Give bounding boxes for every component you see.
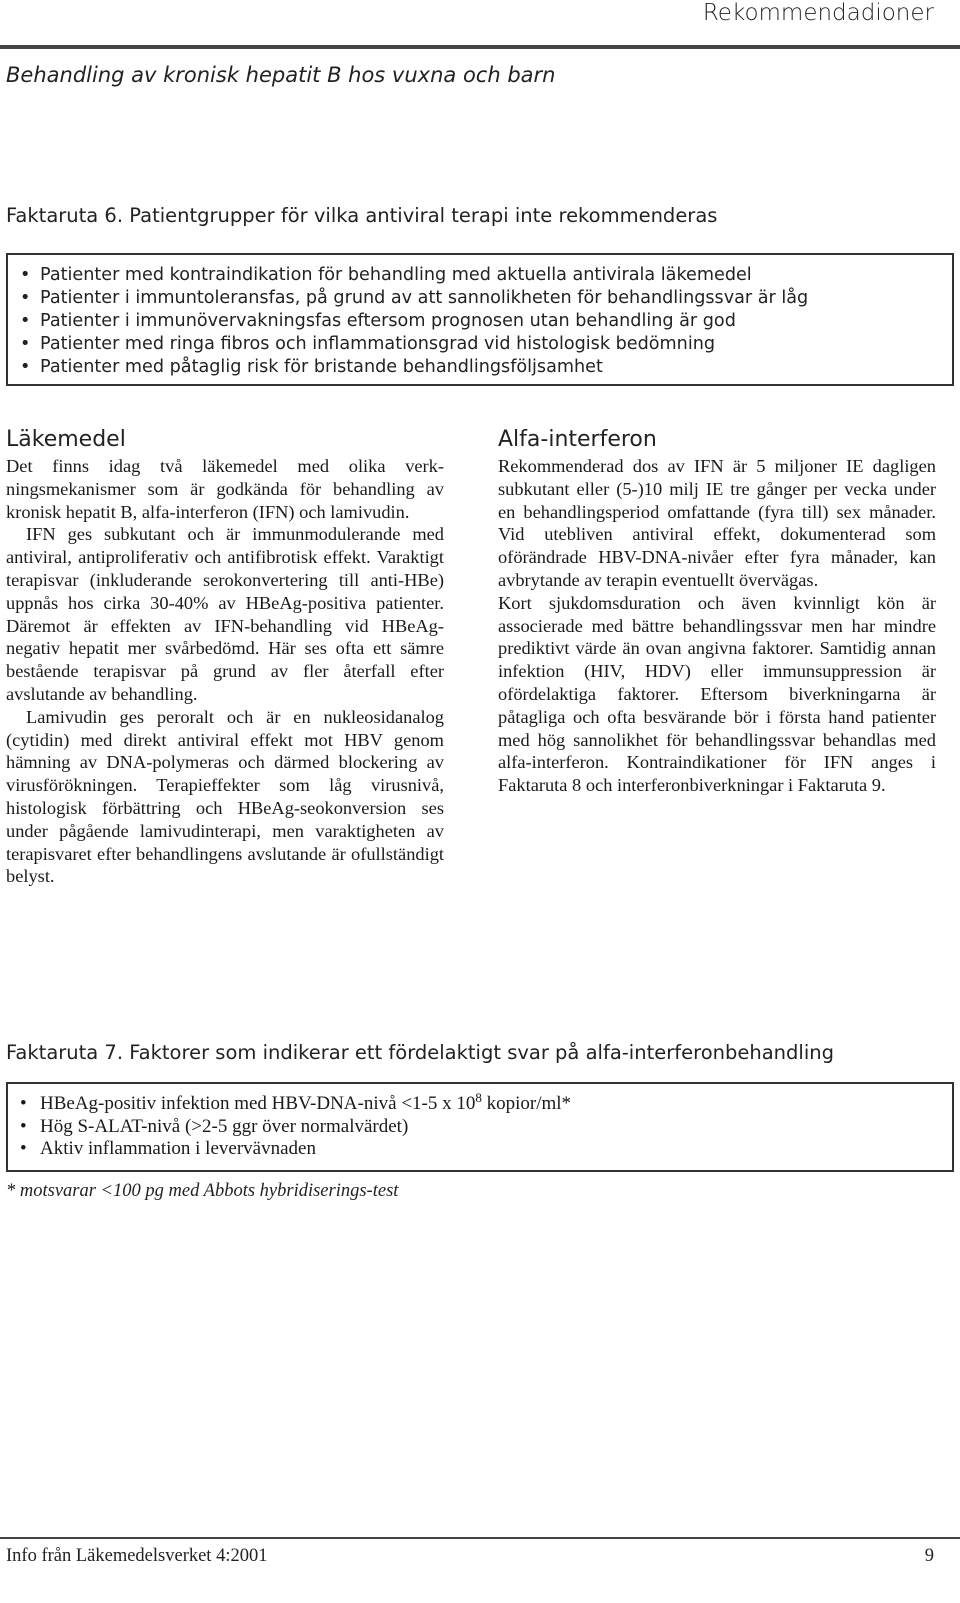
paragraph: Rekommenderad dos av IFN är 5 miljoner IE dagligen subkutant eller (5-)10 milj IE tre gånger per vecka under en behandlingsperiod omfattande (fyra till) sex månader. Vid utebliven antiviral effekt, dokumenterad som oförändrade HBV-DNA-nivåer efter fyra månader, kan avbrytande av terapin eventuellt övervägas.	[498, 456, 936, 590]
list-item	[8, 356, 952, 379]
faktaruta-6-box	[6, 253, 954, 386]
document-subtitle: Behandling av kronisk hepatit B hos vuxna och barn	[6, 63, 556, 87]
list-item-text: Patienter i immunövervakningsfas eftersom prognosen utan behandling är god	[40, 311, 736, 331]
list-item-text: kopior/ml*	[481, 1093, 572, 1114]
footer-source: Info från Läkemedelsverket 4:2001	[6, 1546, 268, 1566]
bullet-icon: •	[20, 265, 31, 285]
list-item-text: Hög S-ALAT-nivå (>2-5 ggr över normalvärdet)	[40, 1115, 409, 1137]
list-item	[8, 1090, 952, 1116]
list-item-text: Patienter med ringa fibros och inflammationsgrad vid histologisk bedömning	[40, 334, 716, 354]
paragraph: Kort sjukdomsduration och även kvinnligt kön är associerade med bättre behandlingssvar men har mindre prediktivt värde än ovan angivna faktorer. Samtidig annan infektion (HIV, HDV) eller immunsuppression är ofördelaktiga faktorer. Eftersom biverkningarna är påtagliga och ofta besvärande bör i första hand patienter med hög sannolikhet för behandlingssvar behandlas med alfa-interferon. Kontraindikationer för IFN anges i Faktaruta 8 och interferonbiverkningar i Faktaruta 9.	[498, 592, 936, 796]
lakemedel-heading: Läkemedel	[6, 427, 126, 452]
bullet-icon: •	[20, 1115, 27, 1137]
running-header: Rekommendadioner	[702, 0, 934, 26]
exponent: 8	[475, 1090, 482, 1105]
faktaruta-7-list	[8, 1090, 952, 1161]
list-item-text: Patienter med kontraindikation för behandling med aktuella antivirala läkemedel	[40, 265, 752, 285]
footer-rule	[0, 1537, 960, 1539]
list-item	[8, 1116, 952, 1139]
header-rule	[0, 45, 960, 49]
alfa-interferon-heading: Alfa-interferon	[498, 427, 657, 452]
list-item-text: Aktiv inflammation i levervävnaden	[40, 1138, 316, 1159]
list-item	[8, 333, 952, 356]
lakemedel-column	[6, 425, 444, 888]
faktaruta-6-title: Faktaruta 6. Patientgrupper för vilka antiviral terapi inte rekommenderas	[6, 204, 718, 227]
list-item	[8, 1138, 952, 1161]
page-number: 9	[924, 1546, 934, 1566]
list-item	[8, 264, 952, 287]
alfa-interferon-column	[498, 425, 936, 797]
paragraph: Lamivudin ges peroralt och är en nukleosidanalog (cytidin) med direkt antiviral effekt mot HBV genom hämning av DNA-polymeras och därmed blockering av virusförökningen. Terapieffekter som låg virusnivå, histologisk förbättring och HBeAg-seokonversion ses under pågående lamivudinterapi, men varaktigheten av terapisvaret efter behandlingens avslutande är ofullständigt belyst.	[6, 706, 444, 887]
list-item	[8, 310, 952, 333]
paragraph: IFN ges subkutant och är immunmodulerande med antiviral, antiproliferativ och antifibrotisk effekt. Varaktigt terapisvar (inkluderande serokonvertering till anti-HBe) uppnås hos cirka 30-40% av HBeAg-positiva patienter. Däremot är effekten av IFN-behandling vid HBeAg-negativ hepatit mer svårbedömd. Här ses ofta ett sämre bestående terapisvar på grund av fler återfall efter avslutande av behandling.	[6, 524, 444, 704]
bullet-icon: •	[20, 311, 31, 331]
list-item-text: HBeAg-positiv infektion med HBV-DNA-nivå <1-5 x 10	[40, 1093, 476, 1114]
bullet-icon: •	[20, 357, 31, 377]
bullet-icon: •	[20, 334, 31, 354]
faktaruta-6-list	[8, 264, 952, 379]
footnote: * motsvarar <100 pg med Abbots hybridiserings-test	[6, 1181, 399, 1201]
bullet-icon: •	[20, 288, 31, 308]
faktaruta-7-box	[6, 1082, 954, 1172]
bullet-icon: •	[20, 1093, 27, 1114]
list-item-text: Patienter i immuntoleransfas, på grund av att sannolikheten för behandlingssvar är låg	[40, 288, 809, 308]
list-item-text: Patienter med påtaglig risk för bristande behandlingsföljsamhet	[40, 357, 603, 377]
list-item	[8, 287, 952, 310]
faktaruta-7-title: Faktaruta 7. Faktorer som indikerar ett fördelaktigt svar på alfa-interferonbehandling	[6, 1041, 834, 1064]
bullet-icon: •	[20, 1138, 27, 1159]
paragraph: Det finns idag två läkemedel med olika verkningsmekanismer som är godkända för behandling av kronisk hepatit B, alfa-interferon (IFN) och lamivudin.	[6, 456, 444, 522]
